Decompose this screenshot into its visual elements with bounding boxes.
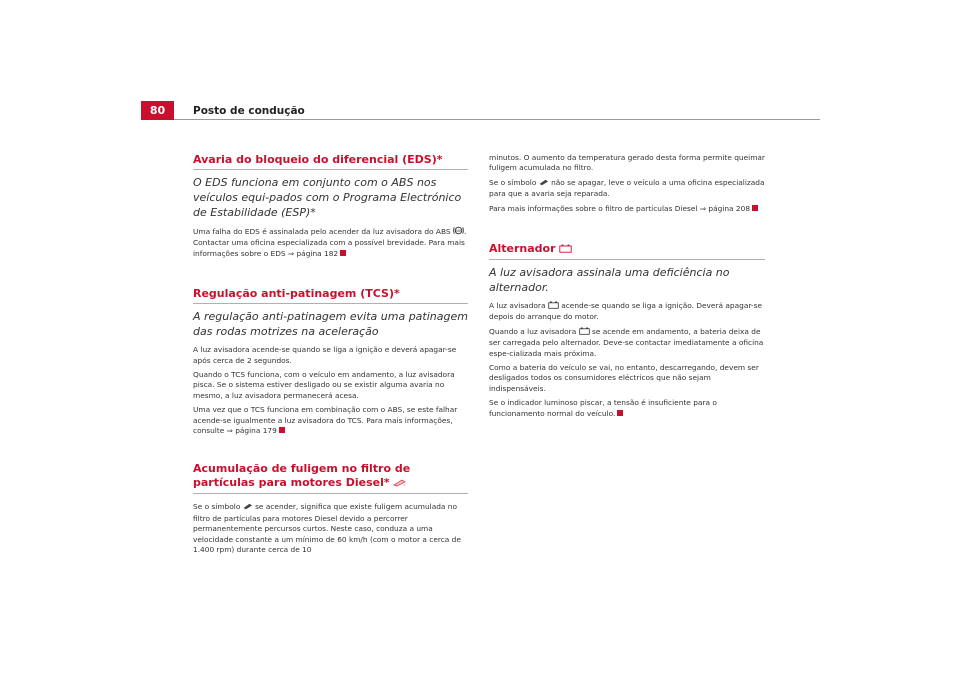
alternator-heading — [489, 242, 765, 260]
page-header-title: Posto de condução — [193, 105, 305, 117]
alternator-paragraph-3: Como a bateria do veículo se vai, no entanto, descarregando, devem ser desligados todos os consumidores eléctricos que não sejam indispensáveis. — [489, 363, 759, 393]
alternator-heading-text: Alternador — [489, 242, 556, 256]
soot-heading-text: Acumulação de fuligem no filtro de partículas para motores Diesel* — [193, 462, 411, 490]
tcs-paragraph-3 — [193, 405, 468, 436]
soot-paragraph — [193, 502, 468, 555]
section-eds — [193, 153, 468, 259]
tcs-text-3: Uma vez que o TCS funciona em combinação com o ABS, se este falhar acende-se igualmente a luz avisadora do TCS. Para mais informações, consulte ⇒ página 179 — [193, 405, 458, 436]
left-column — [193, 153, 468, 560]
alternator-text-2b: se acende em andamento, a bateria deixa de ser carregada pelo alternador. Deve-se contactar imediatamente a oficina espe-cializada mais próxima. — [489, 326, 764, 358]
battery-small-icon — [548, 301, 559, 312]
soot-text-a: Se o símbolo — [193, 502, 241, 512]
svg-text:ABS: ABS — [455, 229, 462, 233]
tcs-subheading: A regulação anti-patinagem evita uma patinagem das rodas motrizes na aceleração — [193, 310, 468, 339]
alternator-subheading: A luz avisadora assinala uma deficiência no alternador. — [489, 266, 730, 295]
end-mark-icon — [340, 250, 346, 256]
soot-text-b: se acender, significa que existe fuligem acumulada no filtro de partículas para motores Diesel devido a percorrer permanentemente percursos curtos. Neste caso, conduza a uma velocidade constante a um mínimo de 60 km/h (com o motor a cerca de 1.400 rpm) durante cerca de 10 — [193, 502, 461, 555]
section-tcs — [193, 287, 468, 436]
tcs-paragraph-2: Quando o TCS funciona, com o veículo em andamento, a luz avisadora pisca. Se o sistema estiver desligado ou se existir alguma avaria no mesmo, a luz avisadora permanecerá acesa. — [193, 370, 455, 400]
alternator-paragraph-2 — [489, 327, 765, 359]
soot-cont-paragraph-2 — [489, 178, 765, 200]
end-mark-icon — [752, 205, 758, 211]
soot-cont-paragraph-3 — [489, 204, 765, 214]
header-divider — [174, 119, 820, 120]
eds-heading: Avaria do bloqueio do diferencial (EDS)* — [193, 153, 468, 170]
diesel-filter-icon — [393, 477, 407, 491]
tcs-heading: Regulação anti-patinagem (TCS)* — [193, 287, 468, 304]
eds-text-a: Uma falha do EDS é assinalada pelo acender da luz avisadora do ABS — [193, 227, 451, 236]
tcs-paragraph-1: A luz avisadora acende-se quando se liga a ignição e deverá apagar-se após cerca de 2 segundos. — [193, 345, 457, 365]
section-soot-continued — [489, 153, 765, 214]
eds-text-b: . Contactar uma oficina especializada com a possível brevidade. Para mais informações sobre o EDS ⇒ página 182 — [193, 227, 467, 258]
battery-icon — [559, 243, 572, 257]
diesel-filter-small-icon — [243, 503, 253, 513]
soot-cont-text-a: Se o símbolo — [489, 177, 537, 187]
abs-warning-icon — [453, 226, 464, 238]
right-column — [489, 153, 765, 423]
section-soot — [193, 462, 468, 555]
soot-cont-text-3: Para mais informações sobre o filtro de partículas Diesel ⇒ página 208 — [489, 203, 751, 213]
soot-heading — [193, 462, 468, 494]
alternator-paragraph-4 — [489, 398, 765, 419]
end-mark-icon — [279, 427, 285, 433]
section-alternator — [489, 242, 765, 419]
battery-small-icon — [579, 327, 590, 338]
end-mark-icon — [617, 410, 623, 416]
alternator-text-2a: Quando a luz avisadora — [489, 326, 577, 336]
alternator-paragraph-1 — [489, 301, 765, 323]
eds-paragraph — [193, 226, 468, 259]
alternator-text-1a: A luz avisadora — [489, 301, 546, 311]
soot-cont-paragraph-1: minutos. O aumento da temperatura gerado desta forma permite queimar fuligem acumulada no filtro. — [489, 153, 765, 173]
soot-cont-text-b: não se apagar, leve o veículo a uma oficina especializada para que a avaria seja reparada. — [489, 177, 765, 199]
diesel-filter-small-icon — [539, 179, 549, 189]
alternator-text-4: Se o indicador luminoso piscar, a tensão é insuficiente para o funcionamento normal do veículo. — [489, 398, 717, 418]
page-number: 80 — [141, 101, 174, 120]
eds-subheading: O EDS funciona em conjunto com o ABS nos veículos equi-pados com o Programa Electrónico de Estabilidade (ESP)* — [193, 176, 462, 219]
alternator-text-1b: acende-se quando se liga a ignição. Deverá apagar-se depois do arranque do motor. — [489, 301, 762, 322]
